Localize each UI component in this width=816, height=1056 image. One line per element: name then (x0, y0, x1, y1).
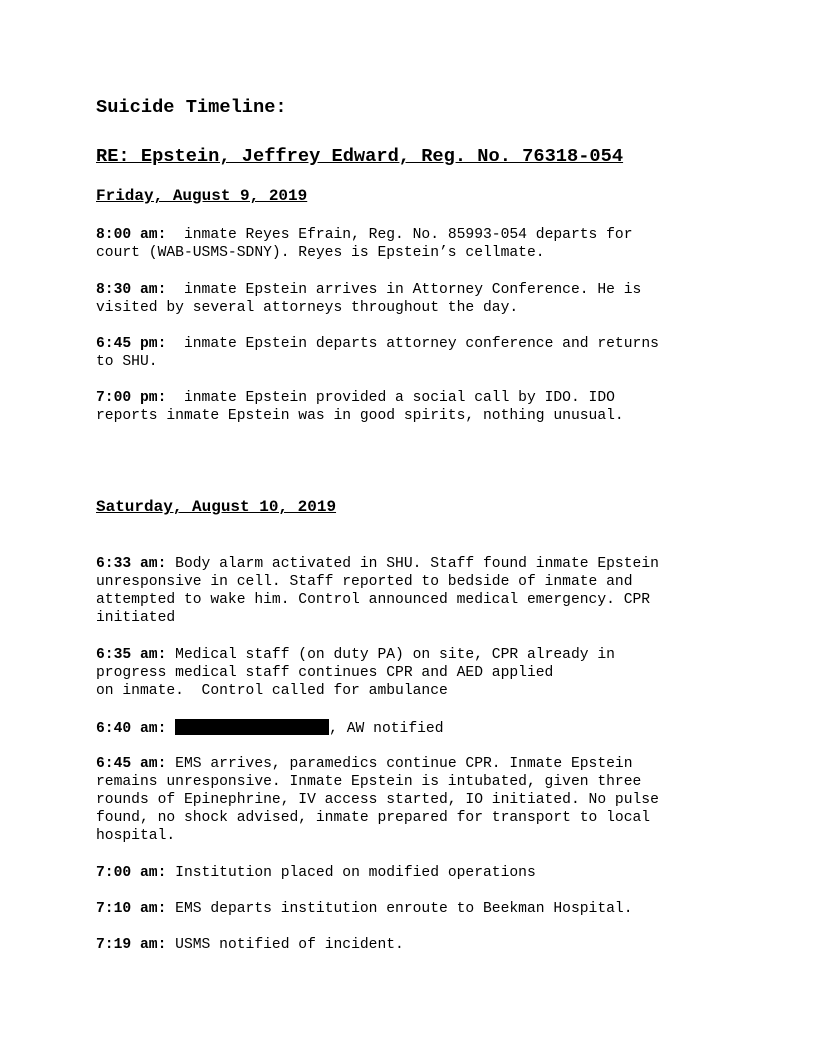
day-heading-friday: Friday, August 9, 2019 (96, 187, 308, 205)
timeline-entry (96, 335, 726, 371)
entry-time: 7:00 pm: (96, 390, 167, 406)
entry-time: 6:33 am: (96, 556, 167, 572)
entry-text: EMS arrives, paramedics continue CPR. Inmate Epstein remains unresponsive. Inmate Epstein is intubated, given three rounds of Epinephrine, IV access started, IO initiated. No pulse found, no shock advised, inmate prepared for transport to local hospital. (96, 756, 659, 845)
entry-time: 7:00 am: (96, 865, 167, 881)
timeline-entry (96, 719, 726, 738)
timeline-entry (96, 555, 726, 627)
timeline-entry (96, 389, 726, 425)
entry-text: Body alarm activated in SHU. Staff found inmate Epstein unresponsive in cell. Staff reported to bedside of inmate and attempted to wake him. Control announced medical emergency. CPR initiated (96, 556, 659, 627)
entry-time: 7:10 am: (96, 901, 167, 917)
day-heading-saturday: Saturday, August 10, 2019 (96, 498, 337, 516)
timeline-entry (96, 646, 726, 700)
entry-text: USMS notified of incident. (166, 937, 404, 953)
timeline-entry (96, 864, 726, 882)
entry-time: 8:00 am: (96, 227, 167, 243)
entry-text: inmate Epstein departs attorney conference and returns to SHU. (96, 336, 659, 371)
entry-text: EMS departs institution enroute to Beekman Hospital. (166, 901, 633, 917)
entry-text: , AW notified (329, 721, 444, 737)
entry-text: Medical staff (on duty PA) on site, CPR already in progress medical staff continues CPR and AED applied on inmate. Control called for ambulance (96, 647, 615, 700)
entry-text: Institution placed on modified operations (166, 865, 536, 881)
document-subject: RE: Epstein, Jeffrey Edward, Reg. No. 76318-054 (96, 145, 624, 167)
entry-time: 8:30 am: (96, 282, 167, 298)
redaction-bar (175, 719, 329, 735)
entry-text: inmate Epstein arrives in Attorney Conference. He is visited by several attorneys throughout the day. (96, 282, 642, 317)
timeline-entry (96, 936, 726, 954)
entry-time: 6:45 am: (96, 756, 167, 772)
entry-text: inmate Epstein provided a social call by IDO. IDO reports inmate Epstein was in good spirits, nothing unusual. (96, 390, 624, 425)
timeline-entry (96, 226, 726, 262)
timeline-entry (96, 755, 726, 845)
timeline-entry (96, 281, 726, 317)
entry-time: 6:35 am: (96, 647, 167, 663)
entry-time: 6:45 pm: (96, 336, 167, 352)
document-title: Suicide Timeline: (96, 96, 287, 118)
timeline-entry (96, 900, 726, 918)
entry-text: inmate Reyes Efrain, Reg. No. 85993-054 departs for court (WAB-USMS-SDNY). Reyes is Epstein’s cellmate. (96, 227, 633, 262)
entry-time: 6:40 am: (96, 721, 167, 737)
entry-time: 7:19 am: (96, 937, 167, 953)
